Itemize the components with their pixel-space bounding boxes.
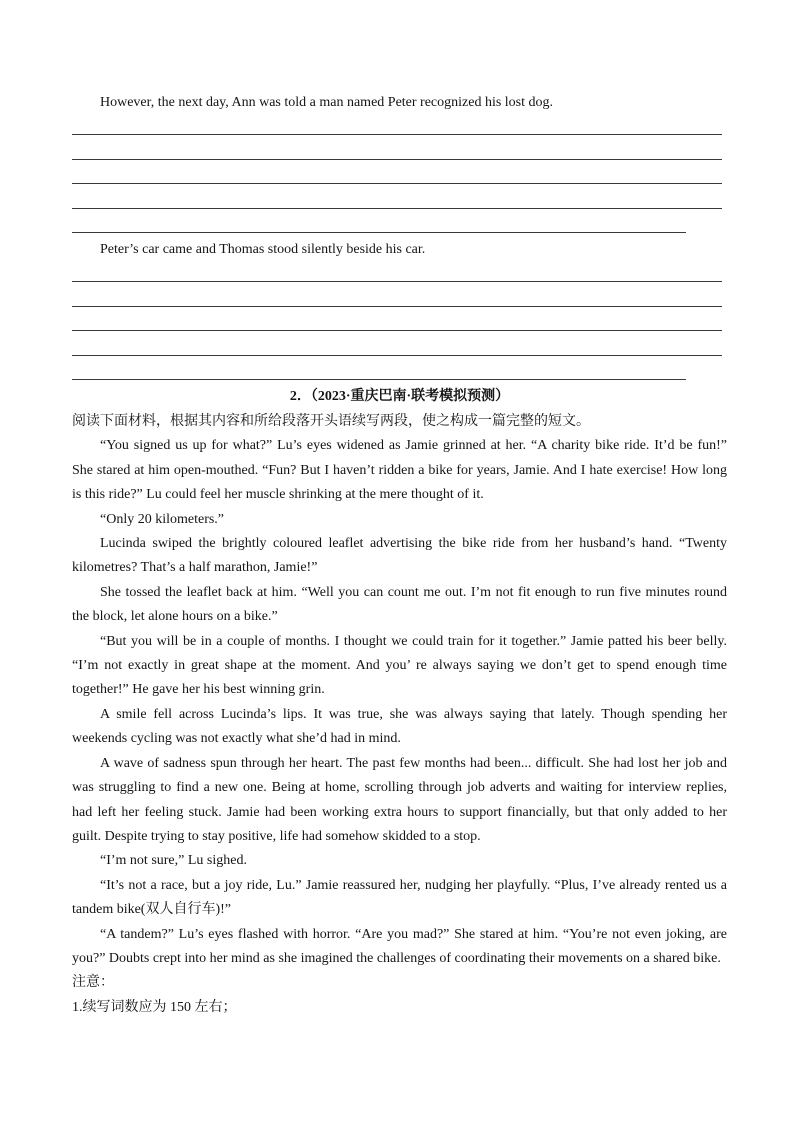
continuation-prompt-2 [72, 238, 727, 262]
passage-paragraph [72, 434, 727, 507]
passage-line: weekends cycling was not exactly what she’d had in mind. [72, 731, 401, 747]
note-item: 1.续写词数应为 150 左右； [72, 999, 237, 1015]
answer-line [72, 208, 722, 209]
passage-paragraph [72, 581, 727, 630]
passage-line: “But you will be in a couple of months. I thought we could train for it together.” Jamie patted his beer belly. [100, 633, 727, 649]
passage-line: She tossed the leaflet back at him. “Well you can count me out. I’m not fit enough to run five minutes round [100, 584, 727, 600]
passage-line: “I’m not sure,” Lu sighed. [100, 853, 247, 869]
answer-line [72, 306, 722, 307]
passage-line: She stared at him open-mouthed. “Fun? But I haven’t ridden a bike for years, Jamie. And I hate exercise! How long [72, 462, 727, 478]
passage-line: “A tandem?” Lu’s eyes flashed with horror. “Are you mad?” She stared at him. “You’re not even joking, are [100, 926, 727, 942]
answer-line [72, 134, 722, 135]
passage-paragraph [72, 630, 727, 703]
passage-line: Lucinda swiped the brightly coloured leaflet advertising the bike ride from her husband’s hand. “Twenty [100, 536, 727, 552]
paragraph-opening-sentence: However, the next day, Ann was told a man named Peter recognized his lost dog. [100, 95, 554, 110]
answer-line [72, 379, 686, 380]
question-instruction: 阅读下面材料，根据其内容和所给段落开头语续写两段，使之构成一篇完整的短文。 [72, 414, 590, 429]
answer-line [72, 281, 722, 282]
passage-paragraph [72, 703, 727, 752]
passage-line: kilometres? That’s a half marathon, Jamie!” [72, 560, 318, 576]
passage-line: the block, let alone hours on a bike.” [72, 609, 278, 625]
passage-paragraph [72, 849, 727, 873]
passage-line: A wave of sadness spun through her heart. The past few months had been... difficult. She had lost her job and [100, 755, 727, 771]
passage-paragraph [72, 752, 727, 850]
passage-line: “Only 20 kilometers.” [100, 511, 225, 527]
passage-line: “You signed us up for what?” Lu’s eyes widened as Jamie grinned at her. “A charity bike ride. It’d be fun!” [100, 438, 727, 454]
passage-line: was struggling to find a new one. Being at home, scrolling through job adverts and waiting for interview replies, [72, 780, 727, 796]
passage-line: tandem bike(双人自行车)!” [72, 902, 232, 918]
passage-line: is this ride?” Lu could feel her muscle shrinking at the mere thought of it. [72, 487, 484, 503]
passage-line: “I’m not exactly in great shape at the moment. And you’ re always saying we don’t get to spend enough time [72, 658, 727, 674]
passage-paragraph [72, 508, 727, 532]
question-body [72, 410, 727, 1020]
passage-line: you?” Doubts crept into her mind as she imagined the challenges of coordinating their movements on a shared bike. [72, 950, 721, 966]
passage-line: A smile fell across Lucinda’s lips. It was true, she was always saying that lately. Though spending her [100, 706, 727, 722]
answer-line [72, 183, 722, 184]
answer-line [72, 330, 722, 331]
paragraph-opening-sentence: Peter’s car came and Thomas stood silently beside his car. [100, 242, 426, 257]
passage-line: “It’s not a race, but a joy ride, Lu.” Jamie reassured her, nudging her playfully. “Plus, I’ve already rented us a [100, 877, 727, 893]
passage-line: guilt. Despite trying to stay positive, life had somehow skidded to a stop. [72, 828, 481, 844]
passage-line: had left her feeling stuck. Jamie had been working extra hours to support financially, but that only added to her [72, 804, 727, 820]
continuation-prompt-1 [72, 91, 727, 115]
passage-line: together!” He gave her his best winning grin. [72, 682, 325, 698]
answer-line [72, 159, 722, 160]
question-heading: 2．（2023·重庆巴南·联考模拟预测） [289, 389, 510, 404]
answer-line [72, 232, 686, 233]
passage-paragraph [72, 874, 727, 923]
notes-label: 注意： [72, 975, 114, 991]
passage-paragraph [72, 923, 727, 972]
answer-line [72, 355, 722, 356]
passage-paragraph [72, 532, 727, 581]
